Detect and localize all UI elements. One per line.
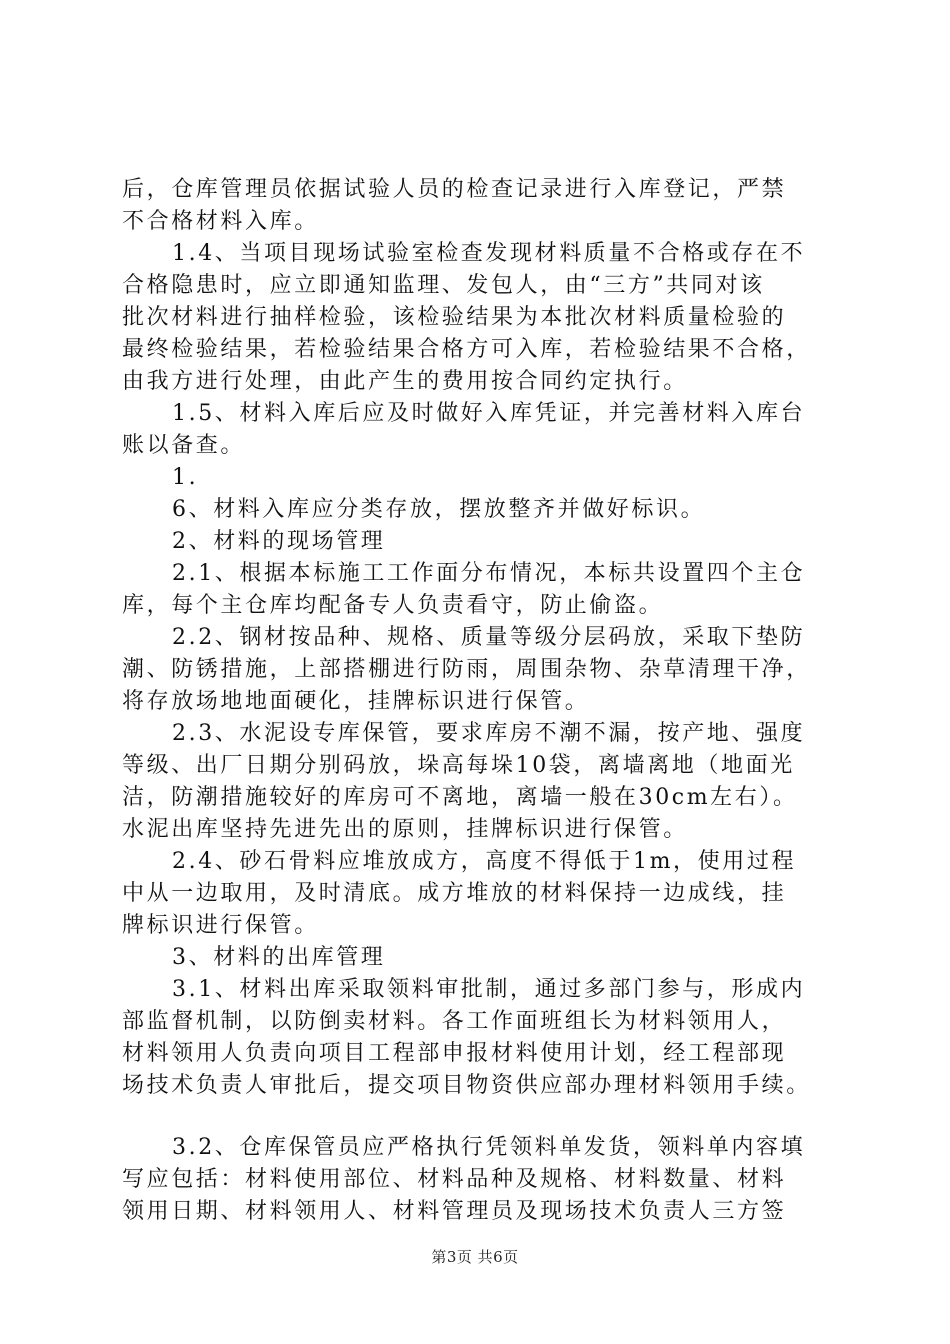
text-line: 2.2、钢材按品种、规格、质量等级分层码放，采取下垫防 [172, 625, 806, 650]
text-line: 场技术负责人审批后，提交项目物资供应部办理材料领用手续。 [122, 1073, 811, 1098]
text-line: 材料领用人负责向项目工程部申报材料使用计划，经工程部现 [122, 1041, 787, 1066]
text-line: 领用日期、材料领用人、材料管理员及现场技术负责人三方签 [122, 1199, 787, 1224]
text-line: 1. [172, 465, 199, 490]
text-line: 中从一边取用，及时清底。成方堆放的材料保持一边成线，挂 [122, 881, 787, 906]
text-line: 不合格材料入库。 [122, 209, 319, 234]
text-line: 库，每个主仓库均配备专人负责看守，防止偷盗。 [122, 593, 664, 618]
text-line: 水泥出库坚持先进先出的原则，挂牌标识进行保管。 [122, 817, 688, 842]
text-line: 3.2、仓库保管员应严格执行凭领料单发货，领料单内容填 [172, 1135, 806, 1160]
text-line: 2.4、砂石骨料应堆放成方，高度不得低于1m，使用过程 [172, 849, 797, 874]
text-line: 写应包括：材料使用部位、材料品种及规格、材料数量、材料 [122, 1167, 787, 1192]
text-line: 最终检验结果，若检验结果合格方可入库，若检验结果不合格， [122, 337, 811, 362]
text-line: 批次材料进行抽样检验，该检验结果为本批次材料质量检验的 [122, 305, 787, 330]
text-line: 2.3、水泥设专库保管，要求库房不潮不漏，按产地、强度 [172, 721, 806, 746]
text-line: 等级、出厂日期分别码放，垛高每垛10袋，离墙离地（地面光 [122, 753, 795, 778]
text-line: 由我方进行处理，由此产生的费用按合同约定执行。 [122, 369, 688, 394]
text-line: 1.5、材料入库后应及时做好入库凭证，并完善材料入库台 [172, 401, 806, 426]
text-line: 6、材料入库应分类存放，摆放整齐并做好标识。 [172, 497, 706, 522]
text-line: 部监督机制，以防倒卖材料。各工作面班组长为材料领用人， [122, 1009, 787, 1034]
text-line: 账以备查。 [122, 433, 246, 458]
section-heading: 2、材料的现场管理 [172, 529, 386, 554]
text-line: 洁，防潮措施较好的库房可不离地，离墙一般在30cm左右）。 [122, 785, 798, 810]
text-line: 后，仓库管理员依据试验人员的检查记录进行入库登记，严禁 [122, 177, 787, 202]
text-line: 潮、防锈措施，上部搭棚进行防雨，周围杂物、杂草清理干净， [122, 657, 811, 682]
page-footer: 第3页 共6页 [431, 1248, 519, 1266]
text-line: 2.1、根据本标施工工作面分布情况，本标共设置四个主仓 [172, 561, 806, 586]
text-line: 1.4、当项目现场试验室检查发现材料质量不合格或存在不 [172, 241, 806, 266]
text-line: 合格隐患时，应立即通知监理、发包人，由“三方”共同对该 [122, 273, 765, 298]
document-body [122, 174, 838, 1228]
text-line: 牌标识进行保管。 [122, 913, 319, 938]
section-heading: 3、材料的出库管理 [172, 945, 386, 970]
paragraph-gap [122, 1102, 838, 1132]
text-line: 将存放场地地面硬化，挂牌标识进行保管。 [122, 689, 590, 714]
text-line: 3.1、材料出库采取领料审批制，通过多部门参与，形成内 [172, 977, 806, 1002]
